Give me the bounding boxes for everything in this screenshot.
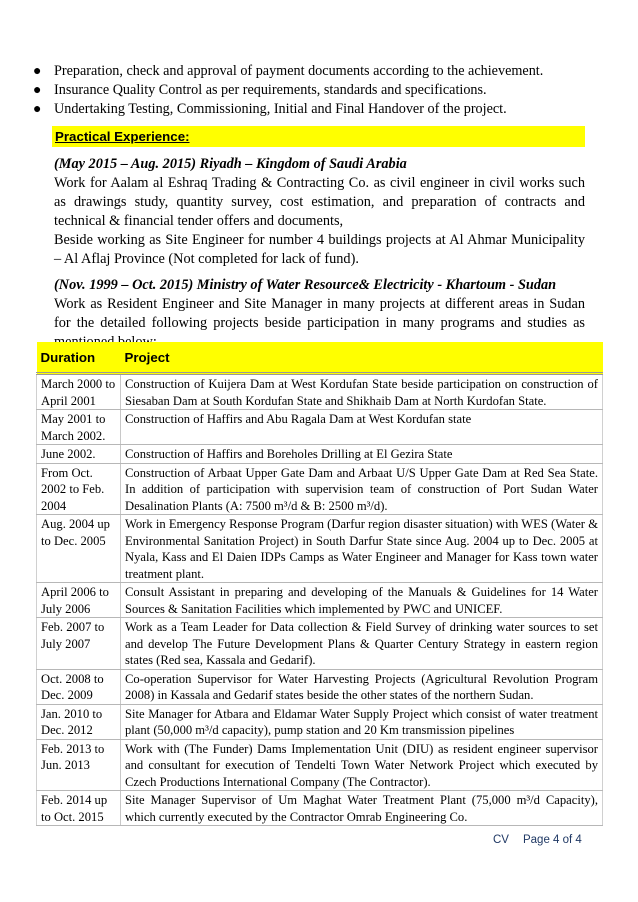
experience-heading: (May 2015 – Aug. 2015) Riyadh – Kingdom of Saudi Arabia <box>54 156 407 172</box>
bullet-icon: ● <box>33 64 42 79</box>
experience-paragraph: Work for Aalam al Eshraq Trading & Contracting Co. as civil engineer in civil works such as drawings study, quantity survey, cost estimation, and preparation of contracts and technical & financial tender offers and documents, <box>54 175 585 229</box>
project-cell: Construction of Kuijera Dam at West Kordufan State beside participation on construction of Siesaban Dam at South Kordufan State and Shikhaib Dam at North Kurdofan State. <box>121 374 603 410</box>
experience-sudan <box>54 276 585 352</box>
responsibility-bullets <box>30 62 600 119</box>
bullet-item: ● Undertaking Testing, Commissioning, Initial and Final Handover of the project. <box>33 101 507 117</box>
experience-heading: (Nov. 1999 – Oct. 2015) Ministry of Water Resource& Electricity - Khartoum - Sudan <box>54 277 557 293</box>
duration-cell: Oct. 2008 to Dec. 2009 <box>37 669 121 704</box>
duration-cell: May 2001 to March 2002. <box>37 410 121 445</box>
duration-cell: March 2000 to April 2001 <box>37 374 121 410</box>
duration-cell: From Oct. 2002 to Feb. 2004 <box>37 463 121 515</box>
project-cell: Construction of Haffirs and Abu Ragala Dam at West Kordufan state <box>121 410 603 445</box>
duration-cell: Aug. 2004 up to Dec. 2005 <box>37 515 121 583</box>
project-cell: Construction of Arbaat Upper Gate Dam and Arbaat U/S Upper Gate Dam at Red Sea State. In addition of participation with supervision team of construction of Port Sudan Water Desalination Plants (A: 7500 m³/d & B: 2500 m³/d). <box>121 463 603 515</box>
project-cell: Co-operation Supervisor for Water Harvesting Projects (Agricultural Revolution Program 2008) in Kassala and Gedarif states beside the other states of the northern Sudan. <box>121 669 603 704</box>
table-row <box>37 515 603 583</box>
table-row <box>37 618 603 670</box>
bullet-item: ● Insurance Quality Control as per requirements, standards and specifications. <box>33 82 487 98</box>
project-cell: Site Manager Supervisor of Um Maghat Water Treatment Plant (75,000 m³/d Capacity), which currently executed by the Contractor Omrab Engineering Co. <box>121 791 603 826</box>
project-cell: Construction of Haffirs and Boreholes Drilling at El Gezira State <box>121 445 603 464</box>
duration-cell: June 2002. <box>37 445 121 464</box>
table-row <box>37 374 603 410</box>
project-cell: Site Manager for Atbara and Eldamar Water Supply Project which consist of water treatment plant (50,000 m³/d capacity), pump station and 20 Km transmission pipelines <box>121 704 603 739</box>
projects-table <box>36 342 603 826</box>
table-row <box>37 583 603 618</box>
duration-cell: Feb. 2007 to July 2007 <box>37 618 121 670</box>
project-cell: Consult Assistant in preparing and developing of the Manuals & Guidelines for 14 Water Sources & Sanitation Facilities which implemented by PWC and UNICEF. <box>121 583 603 618</box>
table-header-row <box>37 342 603 374</box>
project-cell: Work in Emergency Response Program (Darfur region disaster situation) with WES (Water & Environmental Sanitation Project) in South Darfur State since Aug. 2004 up to Dec. 2005 at Nyala, Kass and El Daien IDPs Camps as Water Engineer and Manager for Kass town water treatment plant. <box>121 515 603 583</box>
table-row <box>37 669 603 704</box>
experience-saudi <box>54 155 585 269</box>
footer-label: CV <box>493 834 509 846</box>
experience-paragraph: Work as Resident Engineer and Site Manager in many projects at different areas in Sudan for the detailed following projects beside participation in many programs and studies as <box>54 296 585 331</box>
bullet-item: ● Preparation, check and approval of payment documents according to the achievement. <box>33 63 544 79</box>
experience-paragraph: Beside working as Site Engineer for number 4 buildings projects at Al Ahmar Municipality – Al Aflaj Province (Not completed for lack of fund). <box>54 232 585 267</box>
table-row <box>37 704 603 739</box>
table-row <box>37 463 603 515</box>
header-duration: Duration <box>37 342 121 374</box>
section-title: Practical Experience: <box>52 126 585 147</box>
project-cell: Work as a Team Leader for Data collection & Field Survey of drinking water sources to set and develop The Future Development Plans & Quarter Century Strategy in eastern region states (Red sea, Kassala and Gedarif). <box>121 618 603 670</box>
table-row <box>37 739 603 791</box>
table-row <box>37 791 603 826</box>
bullet-icon: ● <box>33 83 42 98</box>
table-row <box>37 445 603 464</box>
page-footer <box>493 834 582 846</box>
duration-cell: Jan. 2010 to Dec. 2012 <box>37 704 121 739</box>
bullet-icon: ● <box>33 102 42 117</box>
duration-cell: April 2006 to July 2006 <box>37 583 121 618</box>
duration-cell: Feb. 2014 up to Oct. 2015 <box>37 791 121 826</box>
header-project: Project <box>121 342 603 374</box>
project-cell: Work with (The Funder) Dams Implementation Unit (DIU) as resident engineer supervisor and consultant for execution of Tendelti Town Water Network Project which executed by Czech Productions International Company (The Contractor). <box>121 739 603 791</box>
duration-cell: Feb. 2013 to Jun. 2013 <box>37 739 121 791</box>
page-number: Page 4 of 4 <box>522 834 582 846</box>
table-row <box>37 410 603 445</box>
